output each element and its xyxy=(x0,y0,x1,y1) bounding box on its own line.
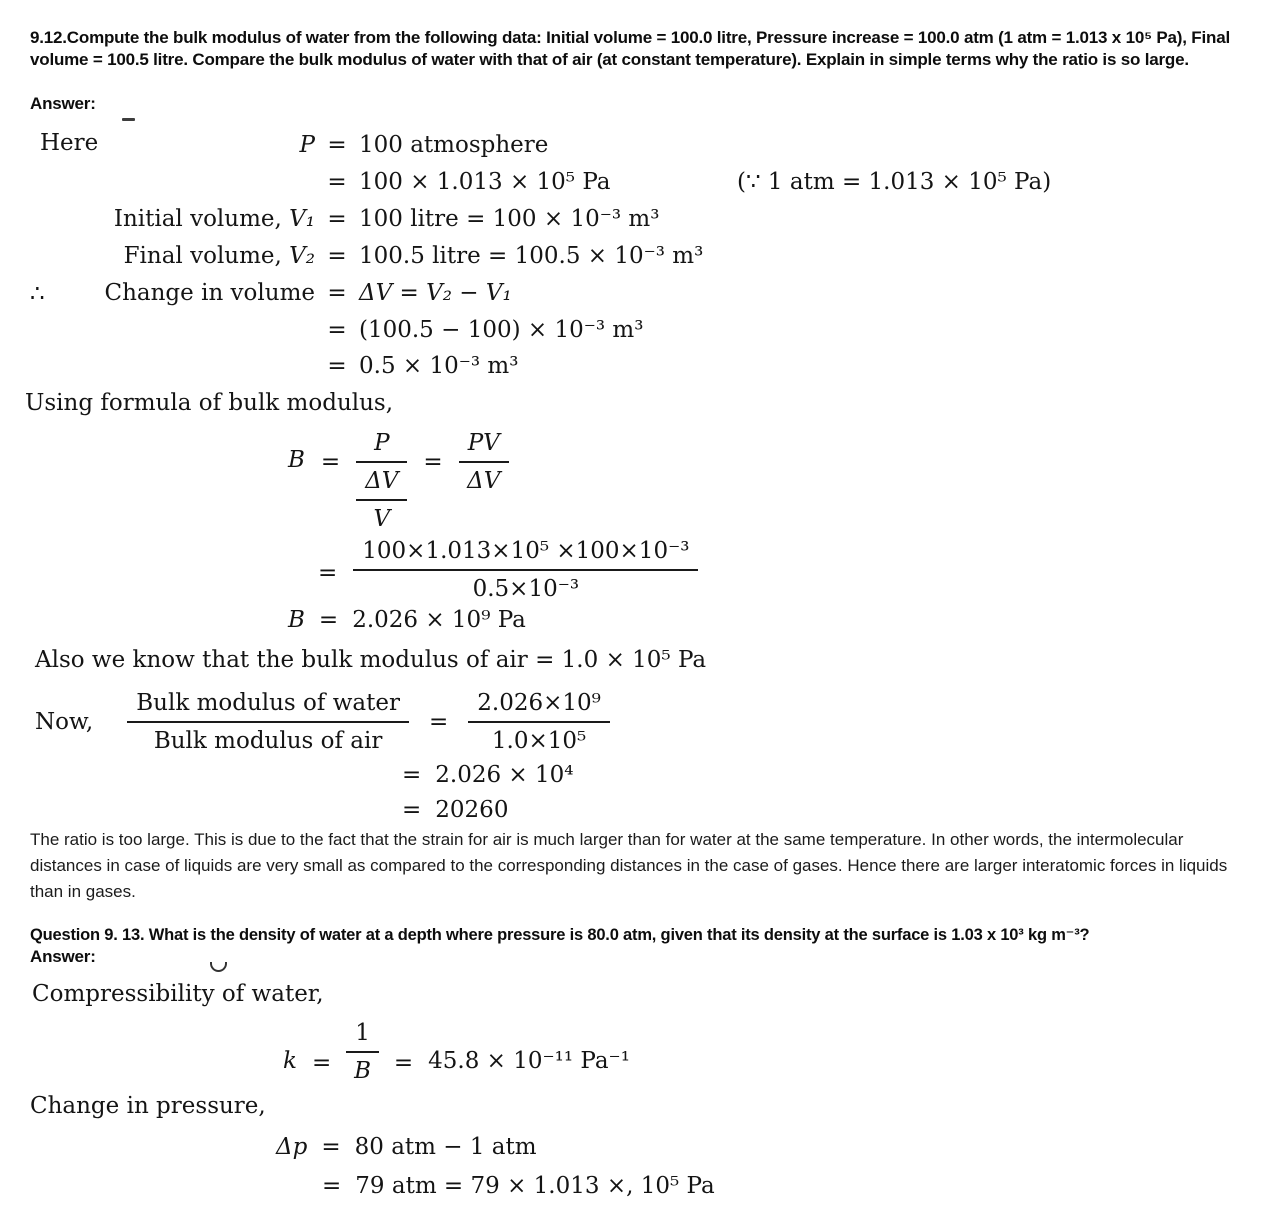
equation-rhs: 100 atmosphere xyxy=(359,132,549,158)
compressibility-equation xyxy=(283,1016,630,1086)
ratio-step-2 xyxy=(402,760,574,790)
equals-sign: = xyxy=(318,560,338,586)
equation-rhs: (100.5 − 100) × 10⁻³ m³ xyxy=(359,317,644,343)
fraction-numerator: Bulk modulus of water xyxy=(127,688,409,723)
equation-rhs: 79 atm = 79 × 1.013 ×, 10⁵ Pa xyxy=(355,1173,715,1199)
ratio-final-value: 20260 xyxy=(435,797,509,823)
pressure-change-result xyxy=(322,1171,715,1201)
question-9-12-heading: 9.12.Compute the bulk modulus of water from the following data: Initial volume = 100.0 litre, Pressure increase = 100.0 atm (1 atm = 1.013 x 10⁵ Pa), Final volume = 100.5 litre. Compare the bulk modulus of water with that of air (at constant temperature). Explain in simple terms why the ratio is so large. xyxy=(30,28,1230,69)
fraction-water-over-air xyxy=(127,688,409,756)
equation-lhs-var: V₂ xyxy=(289,243,315,269)
explanation-paragraph: The ratio is too large. This is due to the fact that the strain for air is much larger than for water at the same temperature. In other words, the intermolecular distances in case of liquids are very small as compared to the corresponding distances in the case of gases. Hence there are larger interatomic forces in liquids than in gases. xyxy=(30,830,1228,901)
fraction-one-over-B xyxy=(346,1018,379,1086)
fraction-numerator: 2.026×10⁹ xyxy=(468,688,610,723)
equals-sign: = xyxy=(322,1173,342,1199)
equation-row-p2 xyxy=(0,167,610,197)
equals-sign: = xyxy=(327,206,347,232)
question-9-13-heading: Question 9. 13. What is the density of water at a depth where pressure is 80.0 atm, given that its density at the surface is 1.03 x 10³ kg m⁻³? xyxy=(30,926,1090,944)
equals-sign: = xyxy=(327,169,347,195)
bulk-modulus-result xyxy=(288,605,526,635)
equation-row-dv-result xyxy=(0,351,518,381)
equals-sign: = xyxy=(393,1050,414,1076)
equation-rhs: ΔV = V₂ − V₁ xyxy=(359,280,512,306)
using-formula-label: Using formula of bulk modulus, xyxy=(25,390,394,416)
ratio-value: 2.026 × 10⁴ xyxy=(435,762,574,788)
pressure-change-equation xyxy=(276,1132,537,1162)
equals-sign: = xyxy=(327,132,347,158)
result-value: 2.026 × 10⁹ Pa xyxy=(352,607,526,633)
fraction-denominator: Bulk modulus of air xyxy=(153,728,383,754)
equation-lhs: Initial volume, xyxy=(113,206,290,232)
equals-sign: = xyxy=(423,449,443,475)
here-label: Here xyxy=(40,130,99,156)
equation-row-initial-volume xyxy=(0,204,659,234)
equals-sign: = xyxy=(428,709,449,735)
equation-lhs: Final volume, xyxy=(123,243,290,269)
equation-lhs-var: P xyxy=(299,132,315,158)
equation-rhs: 100 litre = 100 × 10⁻³ m³ xyxy=(359,206,660,232)
fraction-numerator: ΔV xyxy=(356,466,407,501)
bulk-modulus-formula xyxy=(288,424,509,534)
equation-rhs: 100 × 1.013 × 10⁵ Pa xyxy=(359,169,611,195)
equals-sign: = xyxy=(318,607,339,633)
fraction-denominator xyxy=(356,463,407,534)
equals-sign: = xyxy=(320,449,341,475)
fraction-dv-over-v xyxy=(356,466,407,534)
fraction-denominator: 1.0×10⁵ xyxy=(491,728,587,754)
change-in-pressure-label: Change in pressure, xyxy=(30,1093,266,1119)
now-label: Now, xyxy=(35,709,94,735)
answer-label-2: Answer: xyxy=(30,947,96,966)
fraction-ratio-numeric xyxy=(468,688,610,756)
therefore-symbol: ∴ xyxy=(30,281,45,307)
equals-sign: = xyxy=(327,353,347,379)
fraction-denominator: B xyxy=(354,1058,371,1084)
equation-lhs: Change in volume xyxy=(104,280,315,306)
equals-sign: = xyxy=(402,797,422,823)
fraction-numerator: PV xyxy=(459,428,509,463)
formula-lhs-B: B xyxy=(288,447,305,473)
answer-label-1: Answer: xyxy=(30,94,96,113)
equals-sign: = xyxy=(321,1134,341,1160)
equals-sign: = xyxy=(327,243,347,269)
fraction-denominator: ΔV xyxy=(467,468,501,494)
equation-row-change-in-volume xyxy=(0,278,512,308)
equation-rhs: 100.5 litre = 100.5 × 10⁻³ m³ xyxy=(359,243,704,269)
scan-artifact-breve xyxy=(210,962,227,972)
equation-row-p xyxy=(0,130,548,160)
equation-rhs: 0.5 × 10⁻³ m³ xyxy=(359,353,519,379)
equals-sign: = xyxy=(311,1050,332,1076)
fraction-numeric xyxy=(353,536,698,604)
equation-row-dv-calc xyxy=(0,315,643,345)
fraction-pv-over-dv xyxy=(459,428,509,496)
fraction-numerator: P xyxy=(356,428,407,463)
formula-lhs-k: k xyxy=(283,1048,297,1074)
equation-rhs: 80 atm − 1 atm xyxy=(354,1134,537,1160)
bulk-modulus-air-line: Also we know that the bulk modulus of air = 1.0 × 10⁵ Pa xyxy=(35,647,707,673)
fraction-numerator: 1 xyxy=(346,1018,379,1053)
equals-sign: = xyxy=(402,762,422,788)
equation-row-final-volume xyxy=(0,241,703,271)
ratio-step-3 xyxy=(402,795,508,825)
bulk-modulus-substitution xyxy=(318,536,698,604)
scan-artifact-dash xyxy=(122,118,135,121)
fraction-denominator: 0.5×10⁻³ xyxy=(472,576,580,602)
equation-lhs-var: V₁ xyxy=(289,206,315,232)
equals-sign: = xyxy=(327,317,347,343)
fraction-numerator: 100×1.013×10⁵ ×100×10⁻³ xyxy=(353,536,698,571)
compressibility-label: Compressibility of water, xyxy=(32,981,324,1007)
fraction-denominator: V xyxy=(373,506,391,532)
compressibility-value: 45.8 × 10⁻¹¹ Pa⁻¹ xyxy=(428,1048,630,1074)
formula-lhs-dp: Δp xyxy=(276,1134,308,1160)
result-lhs-B: B xyxy=(288,607,305,633)
fraction-p-over-dv-v xyxy=(356,428,407,534)
side-note-atm-conversion: (∵ 1 atm = 1.013 × 10⁵ Pa) xyxy=(737,169,1052,195)
equals-sign: = xyxy=(327,280,347,306)
ratio-equation xyxy=(35,688,610,756)
